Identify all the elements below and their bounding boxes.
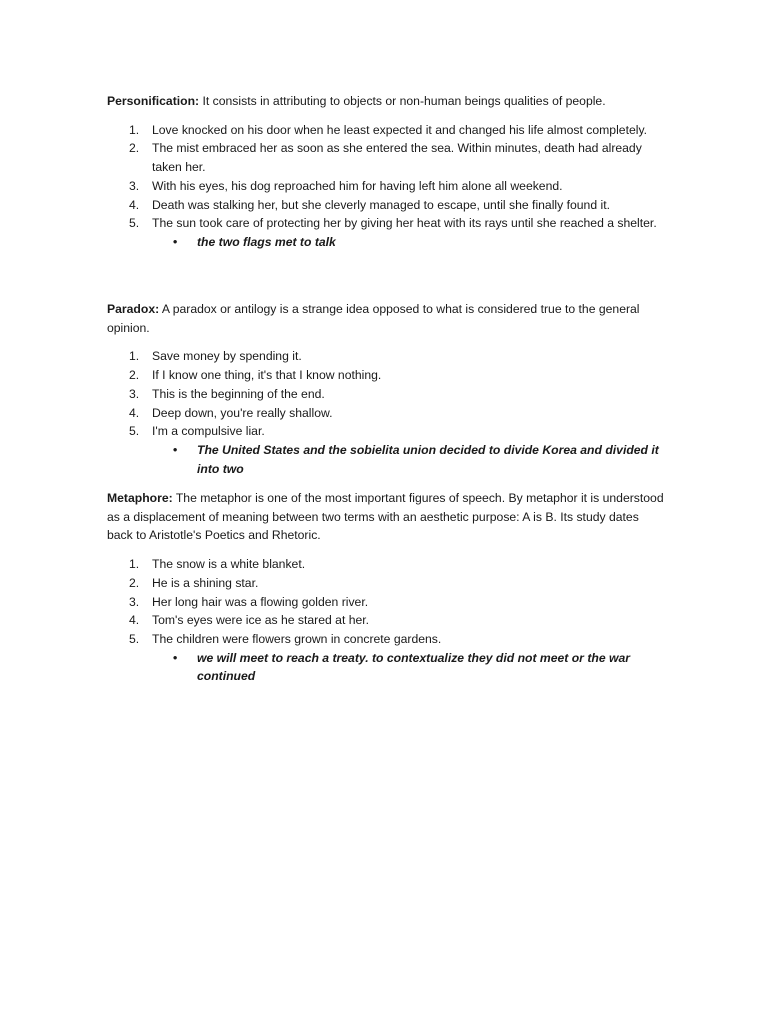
section-paradox	[107, 300, 667, 478]
note-text: we will meet to reach a treaty. to contextualize they did not meet or the war continued	[197, 650, 630, 684]
list-number: 3.	[129, 386, 140, 401]
list-item	[107, 404, 667, 423]
note-text: The United States and the sobielita union decided to divide Korea and divided it into two	[197, 442, 659, 476]
list-item	[107, 385, 667, 404]
definition-paragraph	[107, 92, 667, 111]
list-item	[107, 422, 667, 441]
list-item-text: Deep down, you're really shallow.	[152, 405, 333, 420]
notes-list	[107, 441, 667, 478]
term-heading: Personification:	[107, 94, 200, 108]
bullet-icon: •	[173, 442, 178, 457]
list-number: 2.	[129, 141, 140, 156]
list-item	[107, 214, 667, 233]
list-item	[107, 593, 667, 612]
bullet-icon: •	[173, 234, 178, 249]
list-number: 5.	[129, 631, 140, 646]
list-item	[107, 177, 667, 196]
list-item	[107, 121, 667, 140]
examples-list	[107, 555, 667, 649]
bullet-icon: •	[173, 650, 178, 665]
definition-text: A paradox or antilogy is a strange idea opposed to what is considered true to the general opinion.	[107, 302, 640, 335]
list-item-text: If I know one thing, it's that I know nothing.	[152, 368, 382, 383]
list-item	[107, 366, 667, 385]
list-number: 1.	[129, 349, 140, 364]
list-number: 1.	[129, 122, 140, 137]
list-item	[107, 574, 667, 593]
list-item	[107, 555, 667, 574]
notes-list	[107, 649, 667, 686]
list-number: 3.	[129, 178, 140, 193]
list-item-text: This is the beginning of the end.	[152, 386, 325, 401]
list-item-text: He is a shining star.	[152, 575, 259, 590]
definition-text: It consists in attributing to objects or non-human beings qualities of people.	[199, 94, 606, 108]
list-item-text: The snow is a white blanket.	[152, 557, 306, 572]
notes-list	[107, 233, 667, 252]
note-item	[107, 441, 667, 478]
list-number: 1.	[129, 557, 140, 572]
list-item-text: With his eyes, his dog reproached him for having left him alone all weekend.	[152, 178, 563, 193]
list-item	[107, 139, 667, 176]
list-number: 5.	[129, 216, 140, 231]
definition-paragraph	[107, 300, 667, 337]
section-metaphore	[107, 489, 667, 686]
examples-list	[107, 121, 667, 233]
list-number: 3.	[129, 594, 140, 609]
list-item-text: Her long hair was a flowing golden river.	[152, 594, 369, 609]
section-personification	[107, 92, 667, 252]
list-item	[107, 347, 667, 366]
list-item	[107, 196, 667, 215]
list-number: 4.	[129, 405, 140, 420]
list-item-text: The mist embraced her as soon as she entered the sea. Within minutes, death had already taken her.	[152, 141, 642, 175]
term-heading: Metaphore:	[107, 491, 173, 505]
note-item	[107, 649, 667, 686]
list-item	[107, 630, 667, 649]
note-text: the two flags met to talk	[197, 234, 336, 249]
list-item	[107, 611, 667, 630]
list-item-text: I'm a compulsive liar.	[152, 424, 265, 439]
list-number: 2.	[129, 575, 140, 590]
list-item-text: Death was stalking her, but she cleverly managed to escape, until she finally found it.	[152, 197, 610, 212]
list-number: 4.	[129, 613, 140, 628]
definition-paragraph	[107, 489, 667, 545]
list-number: 2.	[129, 368, 140, 383]
list-item-text: The sun took care of protecting her by giving her heat with its rays until she reached a shelter.	[152, 216, 657, 231]
list-item-text: The children were flowers grown in concrete gardens.	[152, 631, 442, 646]
list-item-text: Tom's eyes were ice as he stared at her.	[152, 613, 370, 628]
list-number: 5.	[129, 424, 140, 439]
definition-text: The metaphor is one of the most important figures of speech. By metaphor it is understood as a displacement of meaning between two terms with an aesthetic purpose: A is B. Its study dates back to Aristotle's Poetics and Rhetoric.	[107, 491, 664, 543]
term-heading: Paradox:	[107, 302, 160, 316]
examples-list	[107, 347, 667, 441]
note-item	[107, 233, 667, 252]
list-item-text: Save money by spending it.	[152, 349, 302, 364]
list-number: 4.	[129, 197, 140, 212]
list-item-text: Love knocked on his door when he least expected it and changed his life almost completely.	[152, 122, 648, 137]
